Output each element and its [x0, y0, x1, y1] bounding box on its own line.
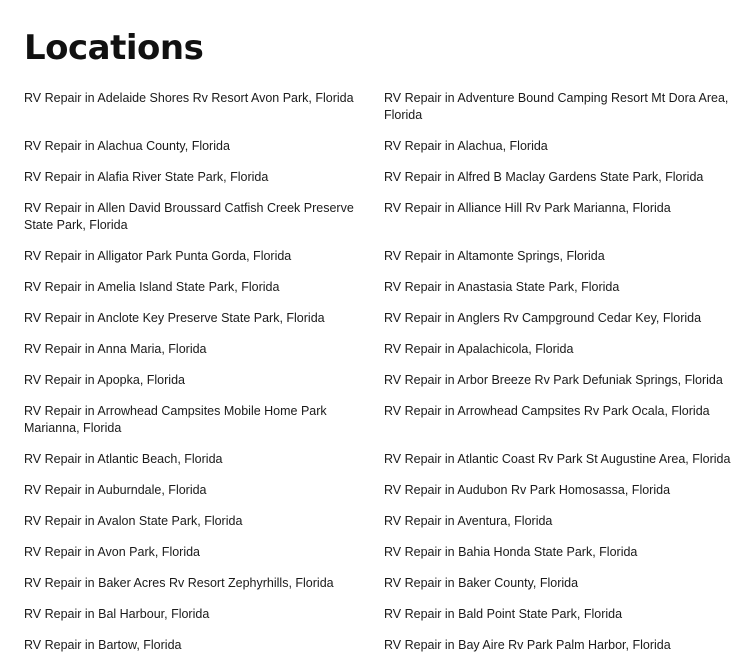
location-link[interactable]: RV Repair in Alligator Park Punta Gorda, Florida [24, 249, 292, 263]
location-link[interactable]: RV Repair in Anclote Key Preserve State Park, Florida [24, 311, 325, 325]
location-link[interactable]: RV Repair in Alfred B Maclay Gardens State Park, Florida [384, 170, 704, 184]
location-link[interactable]: RV Repair in Bahia Honda State Park, Florida [384, 545, 638, 559]
page-title: Locations [24, 28, 204, 68]
location-link[interactable]: RV Repair in Arrowhead Campsites Rv Park Ocala, Florida [384, 404, 710, 418]
location-link[interactable]: RV Repair in Avon Park, Florida [24, 545, 201, 559]
location-link[interactable]: RV Repair in Arrowhead Campsites Mobile Home Park Marianna, Florida [24, 404, 327, 435]
location-link[interactable]: RV Repair in Audubon Rv Park Homosassa, Florida [384, 483, 671, 497]
location-link[interactable]: RV Repair in Alliance Hill Rv Park Marianna, Florida [384, 201, 671, 215]
location-link[interactable]: RV Repair in Aventura, Florida [384, 514, 553, 528]
location-link[interactable]: RV Repair in Bay Aire Rv Park Palm Harbor, Florida [384, 638, 671, 652]
location-link[interactable]: RV Repair in Atlantic Coast Rv Park St Augustine Area, Florida [384, 452, 731, 466]
location-link[interactable]: RV Repair in Alachua County, Florida [24, 139, 230, 153]
location-link[interactable]: RV Repair in Bald Point State Park, Florida [384, 607, 623, 621]
location-link[interactable]: RV Repair in Anna Maria, Florida [24, 342, 207, 356]
location-link[interactable]: RV Repair in Bal Harbour, Florida [24, 607, 210, 621]
location-link[interactable]: RV Repair in Amelia Island State Park, Florida [24, 280, 280, 294]
location-link[interactable]: RV Repair in Anglers Rv Campground Cedar Key, Florida [384, 311, 702, 325]
location-link[interactable]: RV Repair in Adelaide Shores Rv Resort Avon Park, Florida [24, 91, 354, 105]
location-link[interactable]: RV Repair in Allen David Broussard Catfish Creek Preserve State Park, Florida [24, 201, 354, 232]
location-link[interactable]: RV Repair in Auburndale, Florida [24, 483, 207, 497]
location-link[interactable]: RV Repair in Adventure Bound Camping Resort Mt Dora Area, Florida [384, 91, 729, 122]
location-link[interactable]: RV Repair in Baker County, Florida [384, 576, 579, 590]
location-link[interactable]: RV Repair in Apopka, Florida [24, 373, 185, 387]
location-link[interactable]: RV Repair in Apalachicola, Florida [384, 342, 574, 356]
location-link[interactable]: RV Repair in Atlantic Beach, Florida [24, 452, 223, 466]
location-link[interactable]: RV Repair in Bartow, Florida [24, 638, 182, 652]
location-link[interactable]: RV Repair in Arbor Breeze Rv Park Defuniak Springs, Florida [384, 373, 723, 387]
location-link[interactable]: RV Repair in Baker Acres Rv Resort Zephyrhills, Florida [24, 576, 334, 590]
location-link[interactable]: RV Repair in Avalon State Park, Florida [24, 514, 243, 528]
locations-list [24, 90, 730, 668]
location-link[interactable]: RV Repair in Alachua, Florida [384, 139, 548, 153]
location-link[interactable]: RV Repair in Alafia River State Park, Florida [24, 170, 269, 184]
location-link[interactable]: RV Repair in Altamonte Springs, Florida [384, 249, 605, 263]
location-link[interactable]: RV Repair in Anastasia State Park, Florida [384, 280, 620, 294]
